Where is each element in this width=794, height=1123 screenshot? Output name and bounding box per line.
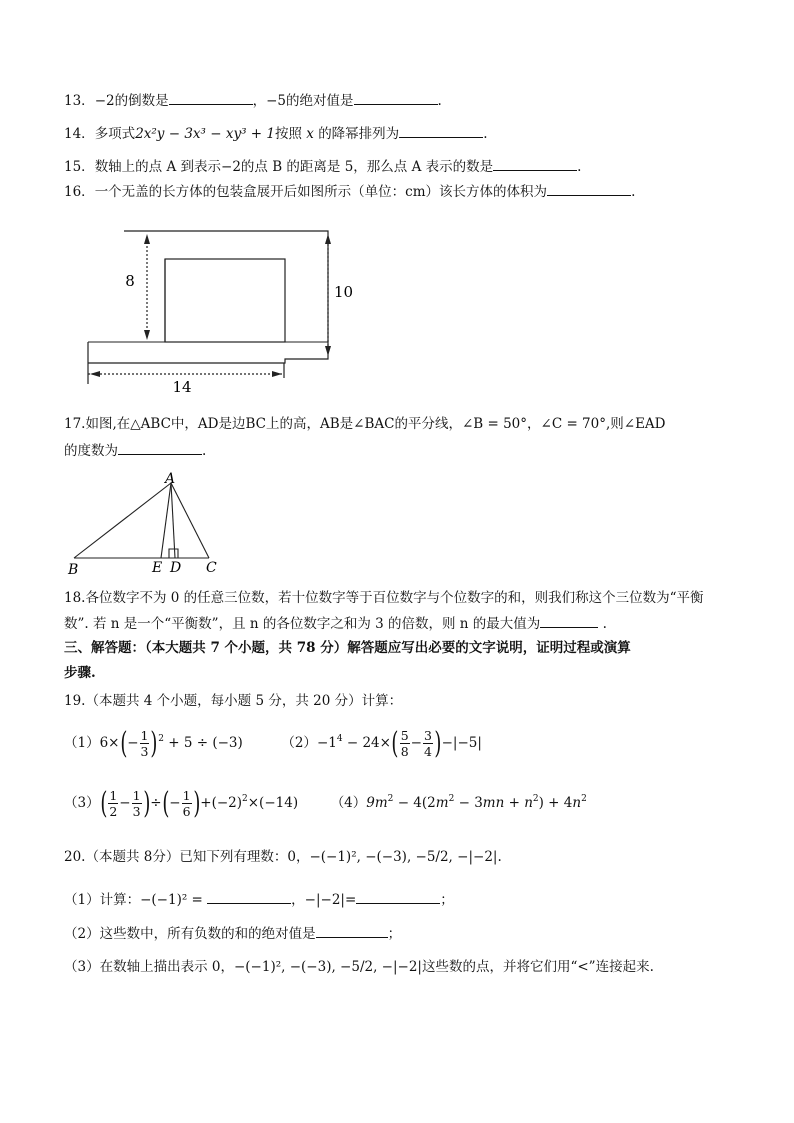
section-3-heading-line2: 步骤. xyxy=(64,665,96,681)
question-19-part-1-2: （1）6×(− $\frac{1}{3}$ )$^2$ + 5 ÷ (−3) $(2)-1^4 - 24\times$( $\frac{5}{8}$ − $\frac{3}{4}$ )−|−5| xyxy=(64,725,482,761)
label-d: D xyxy=(170,560,182,576)
answer-blank[interactable] xyxy=(356,890,440,904)
answer-blank[interactable] xyxy=(493,157,577,171)
triangle-figure xyxy=(64,470,234,578)
question-20-sub-1: （1）计算：−(−1)² = ，−|−2|= ； xyxy=(64,892,454,908)
answer-blank[interactable] xyxy=(354,91,438,105)
question-16: 16．一个无盖的长方体的包装盒展开后如图所示（单位：cm）该长方体的体积为 . xyxy=(64,184,636,200)
label-c: C xyxy=(206,560,217,576)
question-17: 17.如图,在△ABC中，AD是边BC上的高，AB是∠BAC的平分线，∠B = 50°，∠C = 70°,则∠EAD xyxy=(64,416,666,432)
question-20: 20.（本题共 8分）已知下列有理数：0，−(−1)², −(−3), −5/2, −|−2|. xyxy=(64,849,502,865)
question-18-line2: 数”. 若 n 是一个“平衡数”，且 n 的各位数字之和为 3 的倍数，则 n 的最大值为 . xyxy=(64,616,607,632)
section-3-heading: 三、解答题：（本大题共 7 个小题，共 78 分）解答题应写出必要的文字说明，证明过程或演算 xyxy=(64,640,631,656)
question-19-part-3-4: （3）( $\frac{1}{2}$ − $\frac{1}{3}$ )÷(− $\frac{1}{6}$ )$+(-2)^2\times(-14)$ $(4)9m^2 - 4(2m^2 - 3mn + n^2) + 4n^2$ xyxy=(64,785,587,821)
question-13: 13．−2的倒数是 ，−5的绝对值是 . xyxy=(64,93,442,109)
question-18: 18.各位数字不为 0 的任意三位数，若十位数字等于百位数字与个位数字的和，则我们称这个三位数为“平衡 xyxy=(64,590,704,606)
answer-blank[interactable] xyxy=(540,614,598,628)
question-20-sub-3: （3）在数轴上描出表示 0，−(−1)², −(−3), −5/2, −|−2|这些数的点，并将它们用“<”连接起来. xyxy=(64,959,654,975)
answer-blank[interactable] xyxy=(207,890,291,904)
label-e: E xyxy=(152,560,163,576)
question-19: 19.（本题共 4 个小题，每小题 5 分，共 20 分）计算： xyxy=(64,693,403,709)
box-net-figure xyxy=(80,222,354,400)
dimension-label-8: 8 xyxy=(125,272,135,290)
answer-blank[interactable] xyxy=(399,124,483,138)
answer-blank[interactable] xyxy=(316,924,388,938)
dimension-label-10: 10 xyxy=(334,283,354,301)
answer-blank[interactable] xyxy=(169,91,253,105)
question-20-sub-2: （2）这些数中，所有负数的和的绝对值是 ； xyxy=(64,926,402,942)
dimension-label-14: 14 xyxy=(172,378,192,396)
answer-blank[interactable] xyxy=(547,182,631,196)
label-b: B xyxy=(68,562,79,578)
label-a: A xyxy=(165,471,176,487)
question-14: 14．多项式2x²y − 3x³ − xy³ + 1按照 x 的降幂排列为 . xyxy=(64,126,488,142)
question-15: 15．数轴上的点 A 到表示−2的点 B 的距离是 5，那么点 A 表示的数是 . xyxy=(64,159,582,175)
answer-blank[interactable] xyxy=(118,441,202,455)
question-17-line2: 的度数为 . xyxy=(64,443,207,459)
